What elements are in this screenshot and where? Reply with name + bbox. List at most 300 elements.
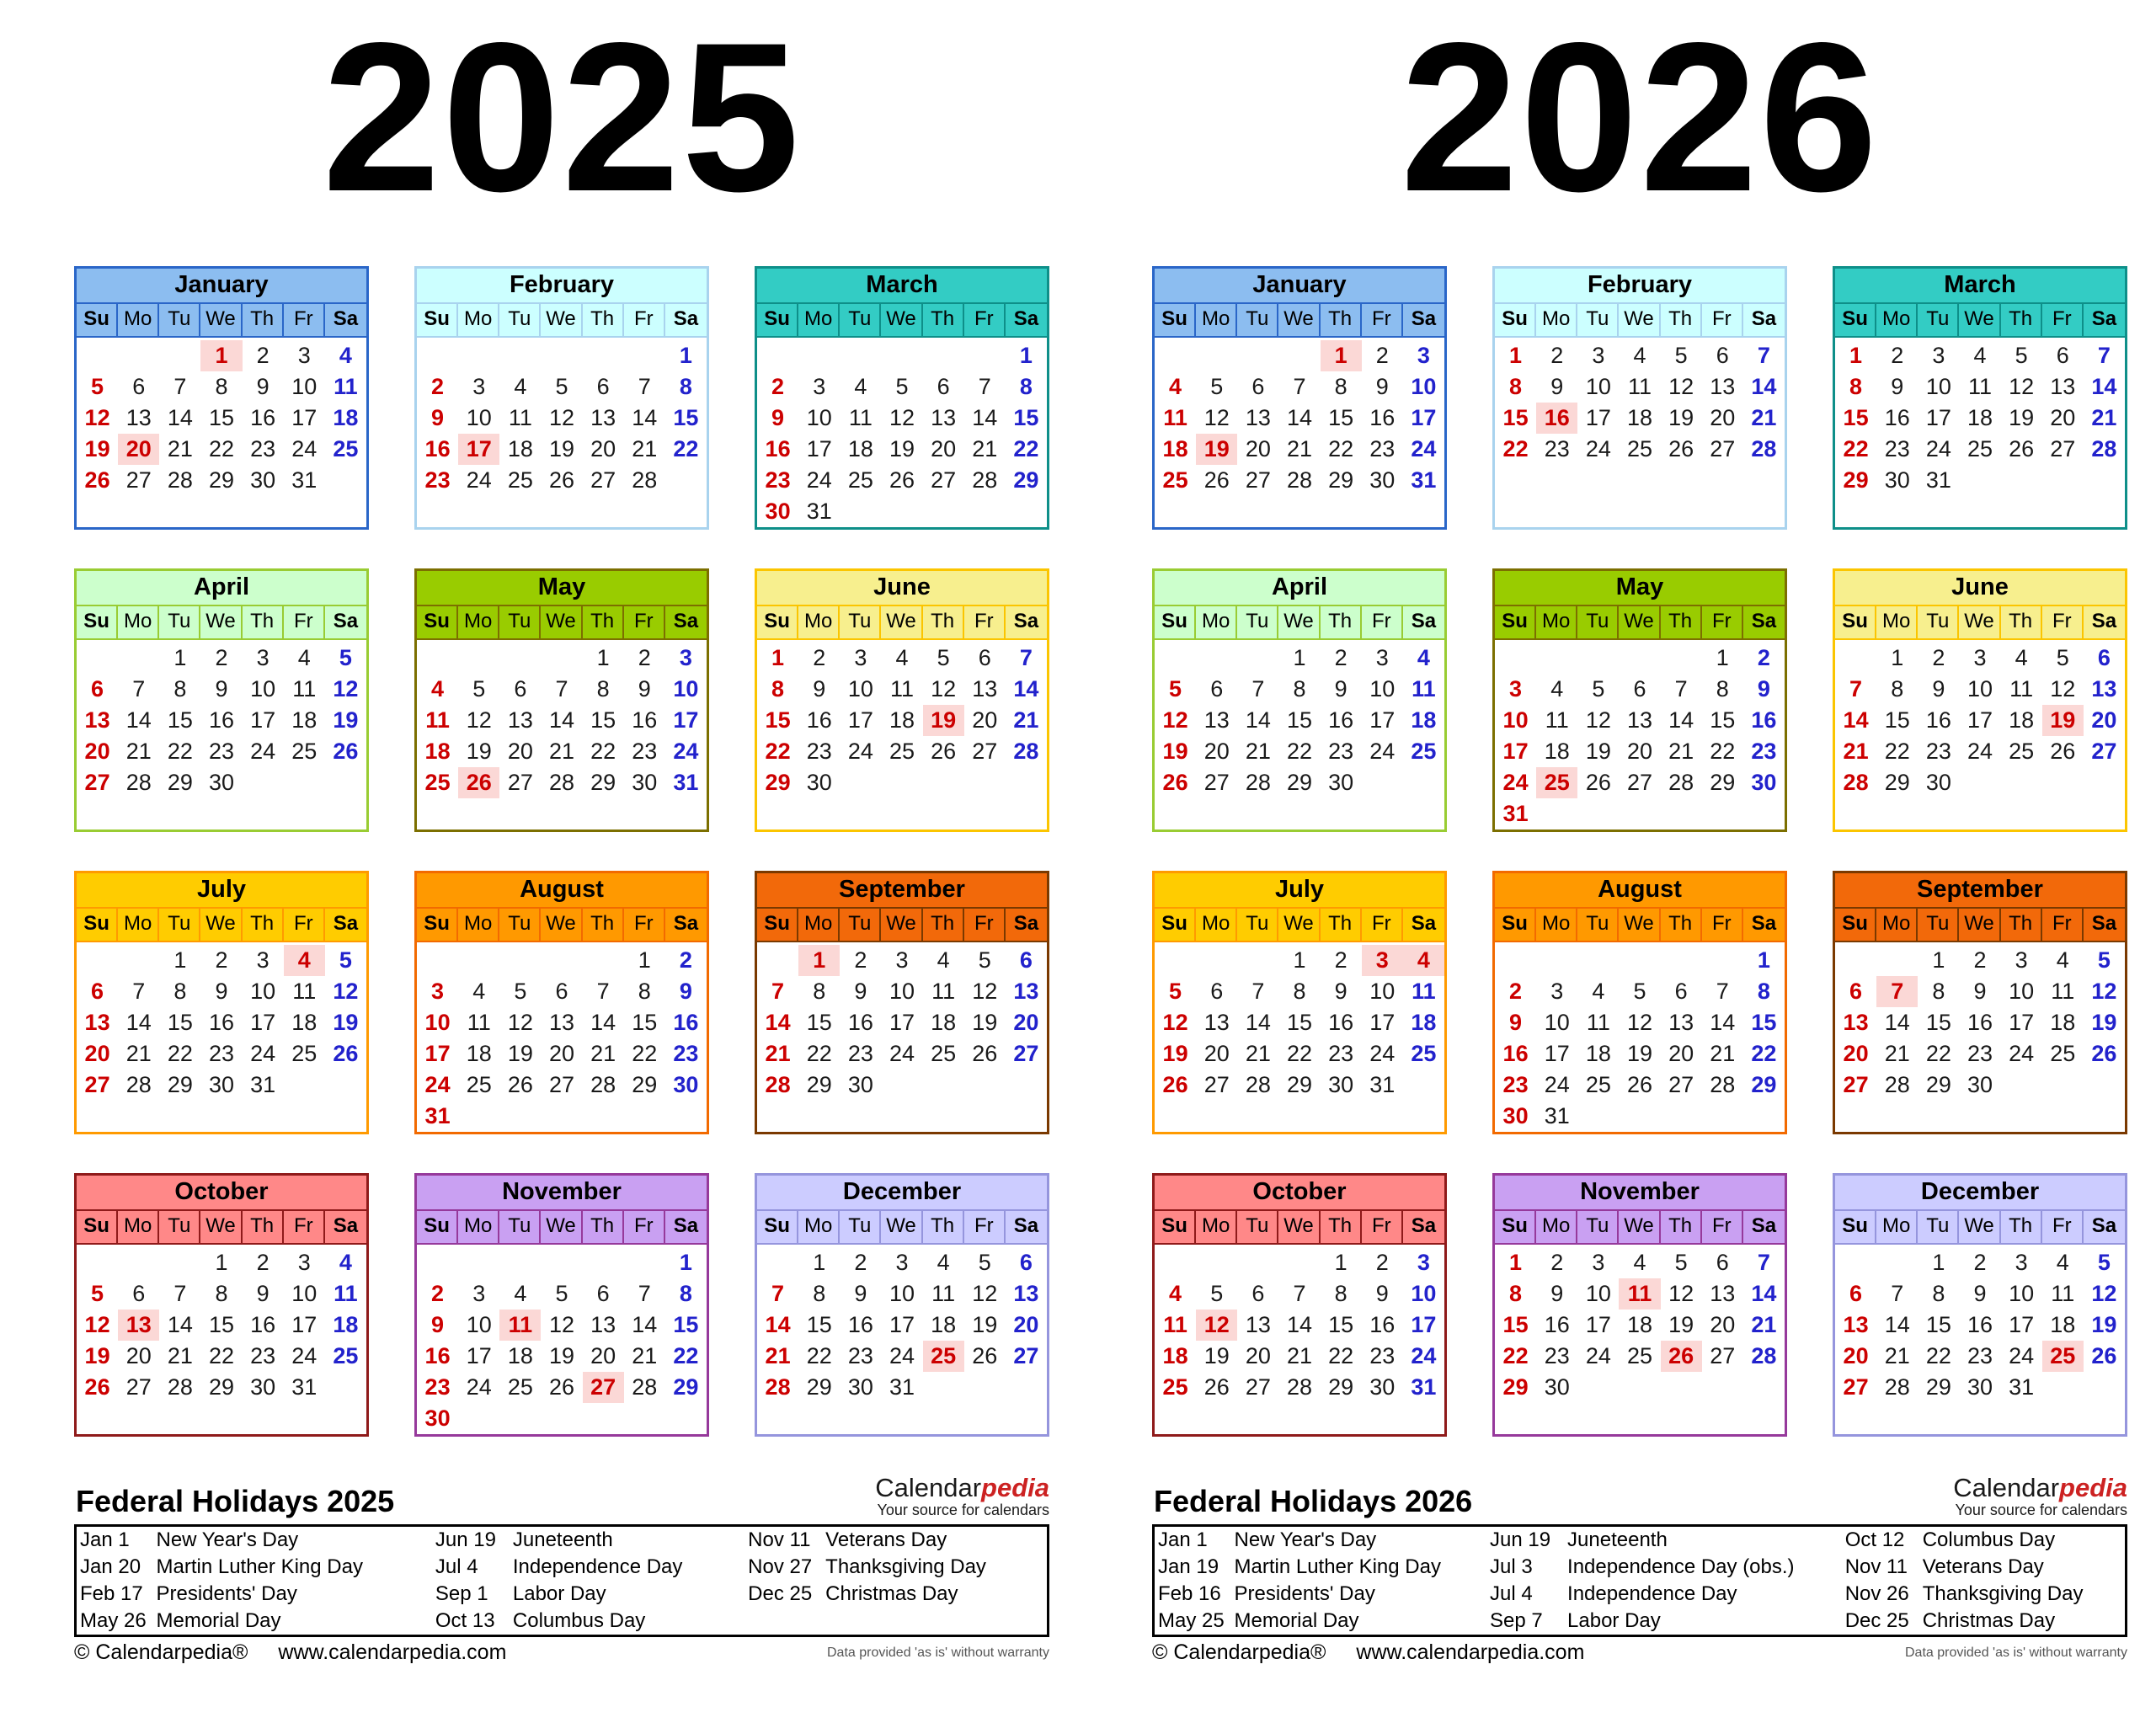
date-cell: 29 — [806, 1072, 832, 1097]
date-cell: 3 — [1509, 676, 1523, 701]
month-june-2025 — [755, 568, 1049, 832]
date-cell: 11 — [292, 979, 317, 1004]
date-cell: 25 — [291, 739, 318, 764]
empty-cell — [923, 496, 964, 527]
date-cell: 18 — [333, 1312, 359, 1337]
date-cell: 17 — [291, 1312, 318, 1337]
date-cell: 19 — [2091, 1312, 2117, 1337]
date-cell: 17 — [1411, 1312, 1437, 1337]
months-grid — [74, 266, 1049, 1437]
weekday-header-row — [757, 907, 1047, 942]
empty-cell — [159, 1247, 200, 1278]
empty-cell — [881, 767, 922, 798]
empty-cell — [1743, 1372, 1785, 1403]
copyright-line — [1152, 1640, 1584, 1665]
date-cell: 31 — [291, 1374, 318, 1400]
month-title: June — [757, 571, 1047, 605]
holiday-name: Labor Day — [512, 1582, 606, 1605]
holiday-date: Jun 19 — [1490, 1528, 1551, 1551]
disclaimer-text: Data provided 'as is' without warranty — [1904, 1645, 2127, 1660]
month-title: November — [417, 1176, 707, 1209]
date-cell: 3 — [472, 374, 486, 399]
date-cell: 11 — [508, 405, 532, 430]
date-cell: 26 — [1668, 436, 1694, 461]
logo-tagline: Your source for calendars — [1955, 1502, 2127, 1519]
date-cell: 13 — [2091, 676, 2117, 701]
date-cell: 13 — [1203, 707, 1230, 733]
month-dates-grid — [757, 640, 1047, 829]
date-cell: 22 — [1925, 1041, 1951, 1066]
date-cell: 20 — [2050, 405, 2076, 430]
date-cell: 10 — [806, 405, 832, 430]
empty-cell — [1661, 798, 1702, 829]
website-url[interactable]: www.calendarpedia.com — [278, 1640, 507, 1664]
date-cell: 13 — [1710, 1281, 1736, 1306]
date-cell: 18 — [889, 707, 915, 733]
date-cell: 29 — [806, 1374, 832, 1400]
date-cell: 2 — [215, 645, 228, 670]
date-cell: 8 — [596, 676, 610, 701]
date-cell: 31 — [673, 770, 699, 795]
date-cell: 4 — [339, 343, 352, 368]
date-cell: 19 — [1668, 1312, 1694, 1337]
date-cell: 21 — [548, 739, 575, 764]
date-cell: 24 — [889, 1041, 915, 1066]
date-cell: 9 — [256, 374, 270, 399]
date-cell: 23 — [1328, 739, 1354, 764]
date-cell: 6 — [978, 645, 991, 670]
weekday-label-sa: Sa — [1411, 307, 1437, 330]
month-dates-grid — [1835, 640, 2125, 829]
weekday-label-we: We — [881, 909, 922, 941]
empty-cell — [1619, 643, 1660, 674]
date-cell: 13 — [1843, 1312, 1869, 1337]
date-cell: 30 — [1967, 1374, 1993, 1400]
empty-cell — [1196, 945, 1237, 976]
date-cell: 17 — [1502, 739, 1529, 764]
weekday-label-th: Th — [583, 304, 624, 336]
empty-cell — [1536, 945, 1577, 976]
holiday-row — [1154, 1581, 2127, 1608]
weekday-label-fr: Fr — [624, 1211, 665, 1243]
month-dates-grid — [1155, 1245, 1444, 1434]
date-cell: 18 — [1411, 707, 1437, 733]
date-cell: 1 — [1716, 645, 1729, 670]
date-cell: 22 — [167, 739, 193, 764]
date-cell: 18 — [1162, 436, 1188, 461]
date-cell: 29 — [208, 1374, 235, 1400]
weekday-label-tu: Tu — [840, 304, 881, 336]
date-cell: 20 — [590, 436, 616, 461]
month-november-2026 — [1492, 1173, 1787, 1437]
date-cell: 14 — [765, 1312, 791, 1337]
date-cell: 29 — [1328, 1374, 1354, 1400]
weekday-label-th: Th — [1661, 909, 1702, 941]
date-cell: 25 — [2009, 739, 2035, 764]
date-cell: 1 — [1932, 947, 1945, 973]
date-cell: 4 — [1633, 343, 1646, 368]
weekday-label-tu: Tu — [1918, 304, 1959, 336]
month-dates-grid — [757, 1245, 1047, 1434]
date-cell: 6 — [555, 979, 568, 1004]
date-cell: 6 — [1849, 1281, 1863, 1306]
date-cell: 15 — [1751, 1010, 1777, 1035]
date-cell: 31 — [1411, 467, 1437, 493]
month-september-2025 — [755, 871, 1049, 1134]
weekday-label-fr: Fr — [2042, 304, 2084, 336]
date-cell: 9 — [1932, 676, 1945, 701]
holiday-date-cell: 3 — [1362, 945, 1403, 976]
date-cell: 13 — [1013, 1281, 1039, 1306]
date-cell: 28 — [1751, 1343, 1777, 1368]
date-cell: 8 — [813, 1281, 826, 1306]
month-title: July — [77, 873, 366, 907]
empty-cell — [499, 340, 541, 371]
weekday-label-we: We — [1959, 606, 2000, 638]
footer-header — [74, 1474, 1049, 1519]
date-cell: 29 — [1286, 770, 1313, 795]
empty-cell — [1237, 945, 1278, 976]
date-cell: 21 — [972, 436, 998, 461]
date-cell: 25 — [1411, 739, 1437, 764]
empty-cell — [541, 643, 582, 674]
weekday-label-sa: Sa — [333, 1214, 359, 1237]
empty-cell — [77, 643, 118, 674]
date-cell: 17 — [806, 436, 832, 461]
date-cell: 11 — [334, 374, 358, 399]
empty-cell — [541, 1403, 582, 1434]
date-cell: 18 — [424, 739, 451, 764]
date-cell: 7 — [771, 979, 785, 1004]
date-cell: 27 — [125, 1374, 152, 1400]
holiday-date-cell: 25 — [923, 1341, 964, 1372]
date-cell: 8 — [1757, 979, 1770, 1004]
date-cell: 11 — [2051, 979, 2075, 1004]
weekday-label-mo: Mo — [798, 304, 840, 336]
date-cell: 21 — [632, 1343, 658, 1368]
date-cell: 8 — [679, 374, 692, 399]
date-cell: 14 — [972, 405, 998, 430]
date-cell: 2 — [1973, 1250, 1987, 1275]
date-cell: 2 — [1550, 1250, 1564, 1275]
date-cell: 3 — [297, 343, 311, 368]
holiday-date-cell: 17 — [458, 434, 499, 465]
date-cell: 9 — [771, 405, 785, 430]
empty-cell — [1702, 945, 1743, 976]
empty-cell — [541, 945, 582, 976]
date-cell: 26 — [931, 739, 957, 764]
date-cell: 7 — [1251, 676, 1265, 701]
month-title: December — [1835, 1176, 2125, 1209]
date-cell: 8 — [1932, 979, 1945, 1004]
month-dates-grid — [1495, 338, 1785, 527]
date-cell: 30 — [1925, 770, 1951, 795]
weekday-label-su: Su — [757, 909, 798, 941]
month-title: January — [77, 269, 366, 302]
date-cell: 30 — [1328, 1072, 1354, 1097]
weekday-label-su: Su — [1155, 304, 1196, 336]
weekday-header-row — [757, 1209, 1047, 1245]
empty-cell — [583, 1403, 624, 1434]
weekday-header-row — [1155, 907, 1444, 942]
date-cell: 16 — [424, 436, 451, 461]
date-cell: 23 — [208, 1041, 235, 1066]
date-cell: 6 — [91, 979, 104, 1004]
month-january-2025 — [74, 266, 369, 530]
date-cell: 24 — [1502, 770, 1529, 795]
weekday-label-su: Su — [417, 1211, 458, 1243]
date-cell: 30 — [632, 770, 658, 795]
date-cell: 23 — [673, 1041, 699, 1066]
holiday-date-cell: 26 — [458, 767, 499, 798]
holiday-row — [1154, 1554, 2127, 1581]
weekday-header-row — [1835, 302, 2125, 338]
month-december-2026 — [1833, 1173, 2127, 1437]
date-cell: 26 — [84, 1374, 110, 1400]
date-cell: 24 — [1925, 436, 1951, 461]
date-cell: 28 — [1843, 770, 1869, 795]
holiday-name: Independence Day (obs.) — [1567, 1555, 1795, 1578]
weekday-header-row — [757, 605, 1047, 640]
empty-cell — [1237, 1247, 1278, 1278]
date-cell: 7 — [1716, 979, 1729, 1004]
date-cell: 28 — [1751, 436, 1777, 461]
date-cell: 13 — [1668, 1010, 1694, 1035]
date-cell: 26 — [1203, 467, 1230, 493]
date-cell: 25 — [333, 436, 359, 461]
weekday-label-fr: Fr — [624, 304, 665, 336]
footer-bottom — [74, 1640, 1049, 1665]
weekday-header-row — [1835, 1209, 2125, 1245]
date-cell: 15 — [673, 1312, 699, 1337]
date-cell: 22 — [208, 436, 235, 461]
date-cell: 29 — [1502, 1374, 1529, 1400]
month-dates-grid — [757, 338, 1047, 527]
date-cell: 22 — [1502, 436, 1529, 461]
date-cell: 4 — [1417, 645, 1430, 670]
weekday-label-mo: Mo — [118, 606, 159, 638]
weekday-label-su: Su — [757, 304, 798, 336]
weekday-label-th: Th — [2001, 606, 2042, 638]
weekday-label-we: We — [541, 909, 582, 941]
date-cell: 28 — [632, 467, 658, 493]
date-cell: 14 — [632, 405, 658, 430]
date-cell: 15 — [208, 405, 235, 430]
date-cell: 15 — [1925, 1010, 1951, 1035]
weekday-label-we: We — [1619, 304, 1660, 336]
date-cell: 30 — [424, 1406, 451, 1431]
weekday-label-sa: Sa — [2091, 610, 2117, 632]
holiday-date — [744, 1608, 822, 1636]
weekday-label-sa: Sa — [1013, 912, 1039, 935]
weekday-label-fr: Fr — [2042, 909, 2084, 941]
website-url[interactable]: www.calendarpedia.com — [1356, 1640, 1585, 1664]
weekday-label-mo: Mo — [118, 304, 159, 336]
month-title: September — [757, 873, 1047, 907]
holidays-footer — [74, 1474, 1049, 1665]
date-cell: 17 — [1585, 1312, 1611, 1337]
date-cell: 12 — [931, 676, 957, 701]
empty-cell — [1237, 340, 1278, 371]
empty-cell — [118, 643, 159, 674]
empty-cell — [1006, 767, 1047, 798]
date-cell: 2 — [431, 1281, 445, 1306]
empty-cell — [1536, 643, 1577, 674]
date-cell: 11 — [1163, 1312, 1187, 1337]
date-cell: 27 — [2050, 436, 2076, 461]
empty-cell — [1619, 1101, 1660, 1132]
date-cell: 18 — [1544, 739, 1570, 764]
date-cell: 15 — [1502, 1312, 1529, 1337]
date-cell: 16 — [250, 1312, 276, 1337]
month-dates-grid — [1495, 942, 1785, 1132]
date-cell: 29 — [1751, 1072, 1777, 1097]
date-cell: 8 — [1334, 1281, 1348, 1306]
date-cell: 5 — [1210, 374, 1224, 399]
date-cell: 18 — [1626, 1312, 1653, 1337]
holiday-date-cell: 11 — [499, 1310, 541, 1341]
weekday-label-fr: Fr — [284, 909, 325, 941]
date-cell: 7 — [638, 374, 651, 399]
date-cell: 2 — [1550, 343, 1564, 368]
empty-cell — [583, 1247, 624, 1278]
weekday-header-row — [77, 1209, 366, 1245]
date-cell: 3 — [297, 1250, 311, 1275]
date-cell: 15 — [1710, 707, 1736, 733]
holiday-date-cell: 25 — [1536, 767, 1577, 798]
holiday-name: Veterans Day — [825, 1528, 947, 1551]
date-cell: 30 — [673, 1072, 699, 1097]
weekday-label-fr: Fr — [284, 304, 325, 336]
date-cell: 27 — [507, 770, 533, 795]
date-cell: 7 — [1293, 1281, 1306, 1306]
empty-cell — [1155, 340, 1196, 371]
date-cell: 17 — [1369, 1010, 1396, 1035]
empty-cell — [964, 340, 1006, 371]
holidays-table — [1152, 1524, 2127, 1637]
weekday-label-sa: Sa — [1013, 307, 1039, 330]
date-cell: 7 — [638, 1281, 651, 1306]
month-september-2026 — [1833, 871, 2127, 1134]
year-title: 2026 — [1400, 0, 1880, 236]
date-cell: 26 — [2009, 436, 2035, 461]
date-cell: 10 — [250, 676, 276, 701]
date-cell: 30 — [208, 1072, 235, 1097]
date-cell: 27 — [548, 1072, 575, 1097]
holiday-name: Memorial Day — [1234, 1608, 1359, 1632]
date-cell: 21 — [765, 1343, 791, 1368]
date-cell: 4 — [514, 1281, 527, 1306]
empty-cell — [1495, 945, 1536, 976]
date-cell: 10 — [1925, 374, 1951, 399]
date-cell: 25 — [507, 467, 533, 493]
date-cell: 28 — [632, 1374, 658, 1400]
date-cell: 12 — [1668, 374, 1694, 399]
holiday-row — [76, 1554, 1049, 1581]
date-cell: 4 — [937, 947, 950, 973]
weekday-header-row — [1155, 302, 1444, 338]
weekday-label-su: Su — [757, 1211, 798, 1243]
date-cell: 18 — [507, 1343, 533, 1368]
date-cell: 19 — [333, 1010, 359, 1035]
empty-cell — [1661, 643, 1702, 674]
weekday-label-mo: Mo — [1536, 304, 1577, 336]
weekday-label-fr: Fr — [2042, 1211, 2084, 1243]
month-dates-grid — [1835, 1245, 2125, 1434]
date-cell: 6 — [596, 1281, 610, 1306]
date-cell: 23 — [765, 467, 791, 493]
date-cell: 1 — [679, 343, 692, 368]
month-title: December — [757, 1176, 1047, 1209]
date-cell: 9 — [1375, 374, 1389, 399]
date-cell: 22 — [673, 1343, 699, 1368]
logo-wordmark — [875, 1474, 1049, 1502]
weekday-header-row — [417, 302, 707, 338]
date-cell: 12 — [333, 979, 359, 1004]
date-cell: 24 — [250, 1041, 276, 1066]
date-cell: 3 — [1592, 343, 1605, 368]
date-cell: 9 — [1973, 1281, 1987, 1306]
date-cell: 3 — [2015, 947, 2028, 973]
empty-cell — [1006, 1070, 1047, 1101]
date-cell: 19 — [889, 436, 915, 461]
date-cell: 26 — [1162, 1072, 1188, 1097]
weekday-label-mo: Mo — [1536, 909, 1577, 941]
date-cell: 23 — [1544, 436, 1570, 461]
date-cell: 5 — [2015, 343, 2028, 368]
date-cell: 8 — [173, 979, 187, 1004]
date-cell: 30 — [1544, 1374, 1570, 1400]
date-cell: 17 — [1411, 405, 1437, 430]
federal-holidays-title: Federal Holidays 2026 — [1154, 1483, 1473, 1518]
month-title: May — [417, 571, 707, 605]
empty-cell — [1577, 643, 1619, 674]
date-cell: 4 — [1550, 676, 1564, 701]
date-cell: 14 — [125, 707, 152, 733]
date-cell: 14 — [1286, 405, 1313, 430]
date-cell: 16 — [847, 1312, 873, 1337]
empty-cell — [325, 767, 366, 798]
date-cell: 2 — [256, 1250, 270, 1275]
date-cell: 14 — [1710, 1010, 1736, 1035]
date-cell: 3 — [895, 947, 909, 973]
date-cell: 5 — [978, 1250, 991, 1275]
date-cell: 28 — [1245, 1072, 1271, 1097]
empty-cell — [1661, 945, 1702, 976]
date-cell: 1 — [1509, 343, 1523, 368]
date-cell: 7 — [1757, 1250, 1770, 1275]
date-cell: 21 — [590, 1041, 616, 1066]
weekday-label-we: We — [881, 304, 922, 336]
date-cell: 2 — [813, 645, 826, 670]
date-cell: 16 — [1967, 1312, 1993, 1337]
month-dates-grid — [1835, 942, 2125, 1132]
holiday-date: Dec 25 — [1844, 1608, 1909, 1632]
date-cell: 8 — [1334, 374, 1348, 399]
date-cell: 1 — [1932, 1250, 1945, 1275]
date-cell: 4 — [1973, 343, 1987, 368]
date-cell: 24 — [291, 436, 318, 461]
empty-cell — [757, 945, 798, 976]
date-cell: 14 — [1843, 707, 1869, 733]
month-dates-grid — [1835, 338, 2125, 527]
weekday-label-fr: Fr — [1702, 606, 1743, 638]
weekday-label-mo: Mo — [1536, 606, 1577, 638]
empty-cell — [757, 340, 798, 371]
weekday-label-we: We — [1959, 1211, 2000, 1243]
date-cell: 21 — [765, 1041, 791, 1066]
empty-cell — [840, 496, 881, 527]
